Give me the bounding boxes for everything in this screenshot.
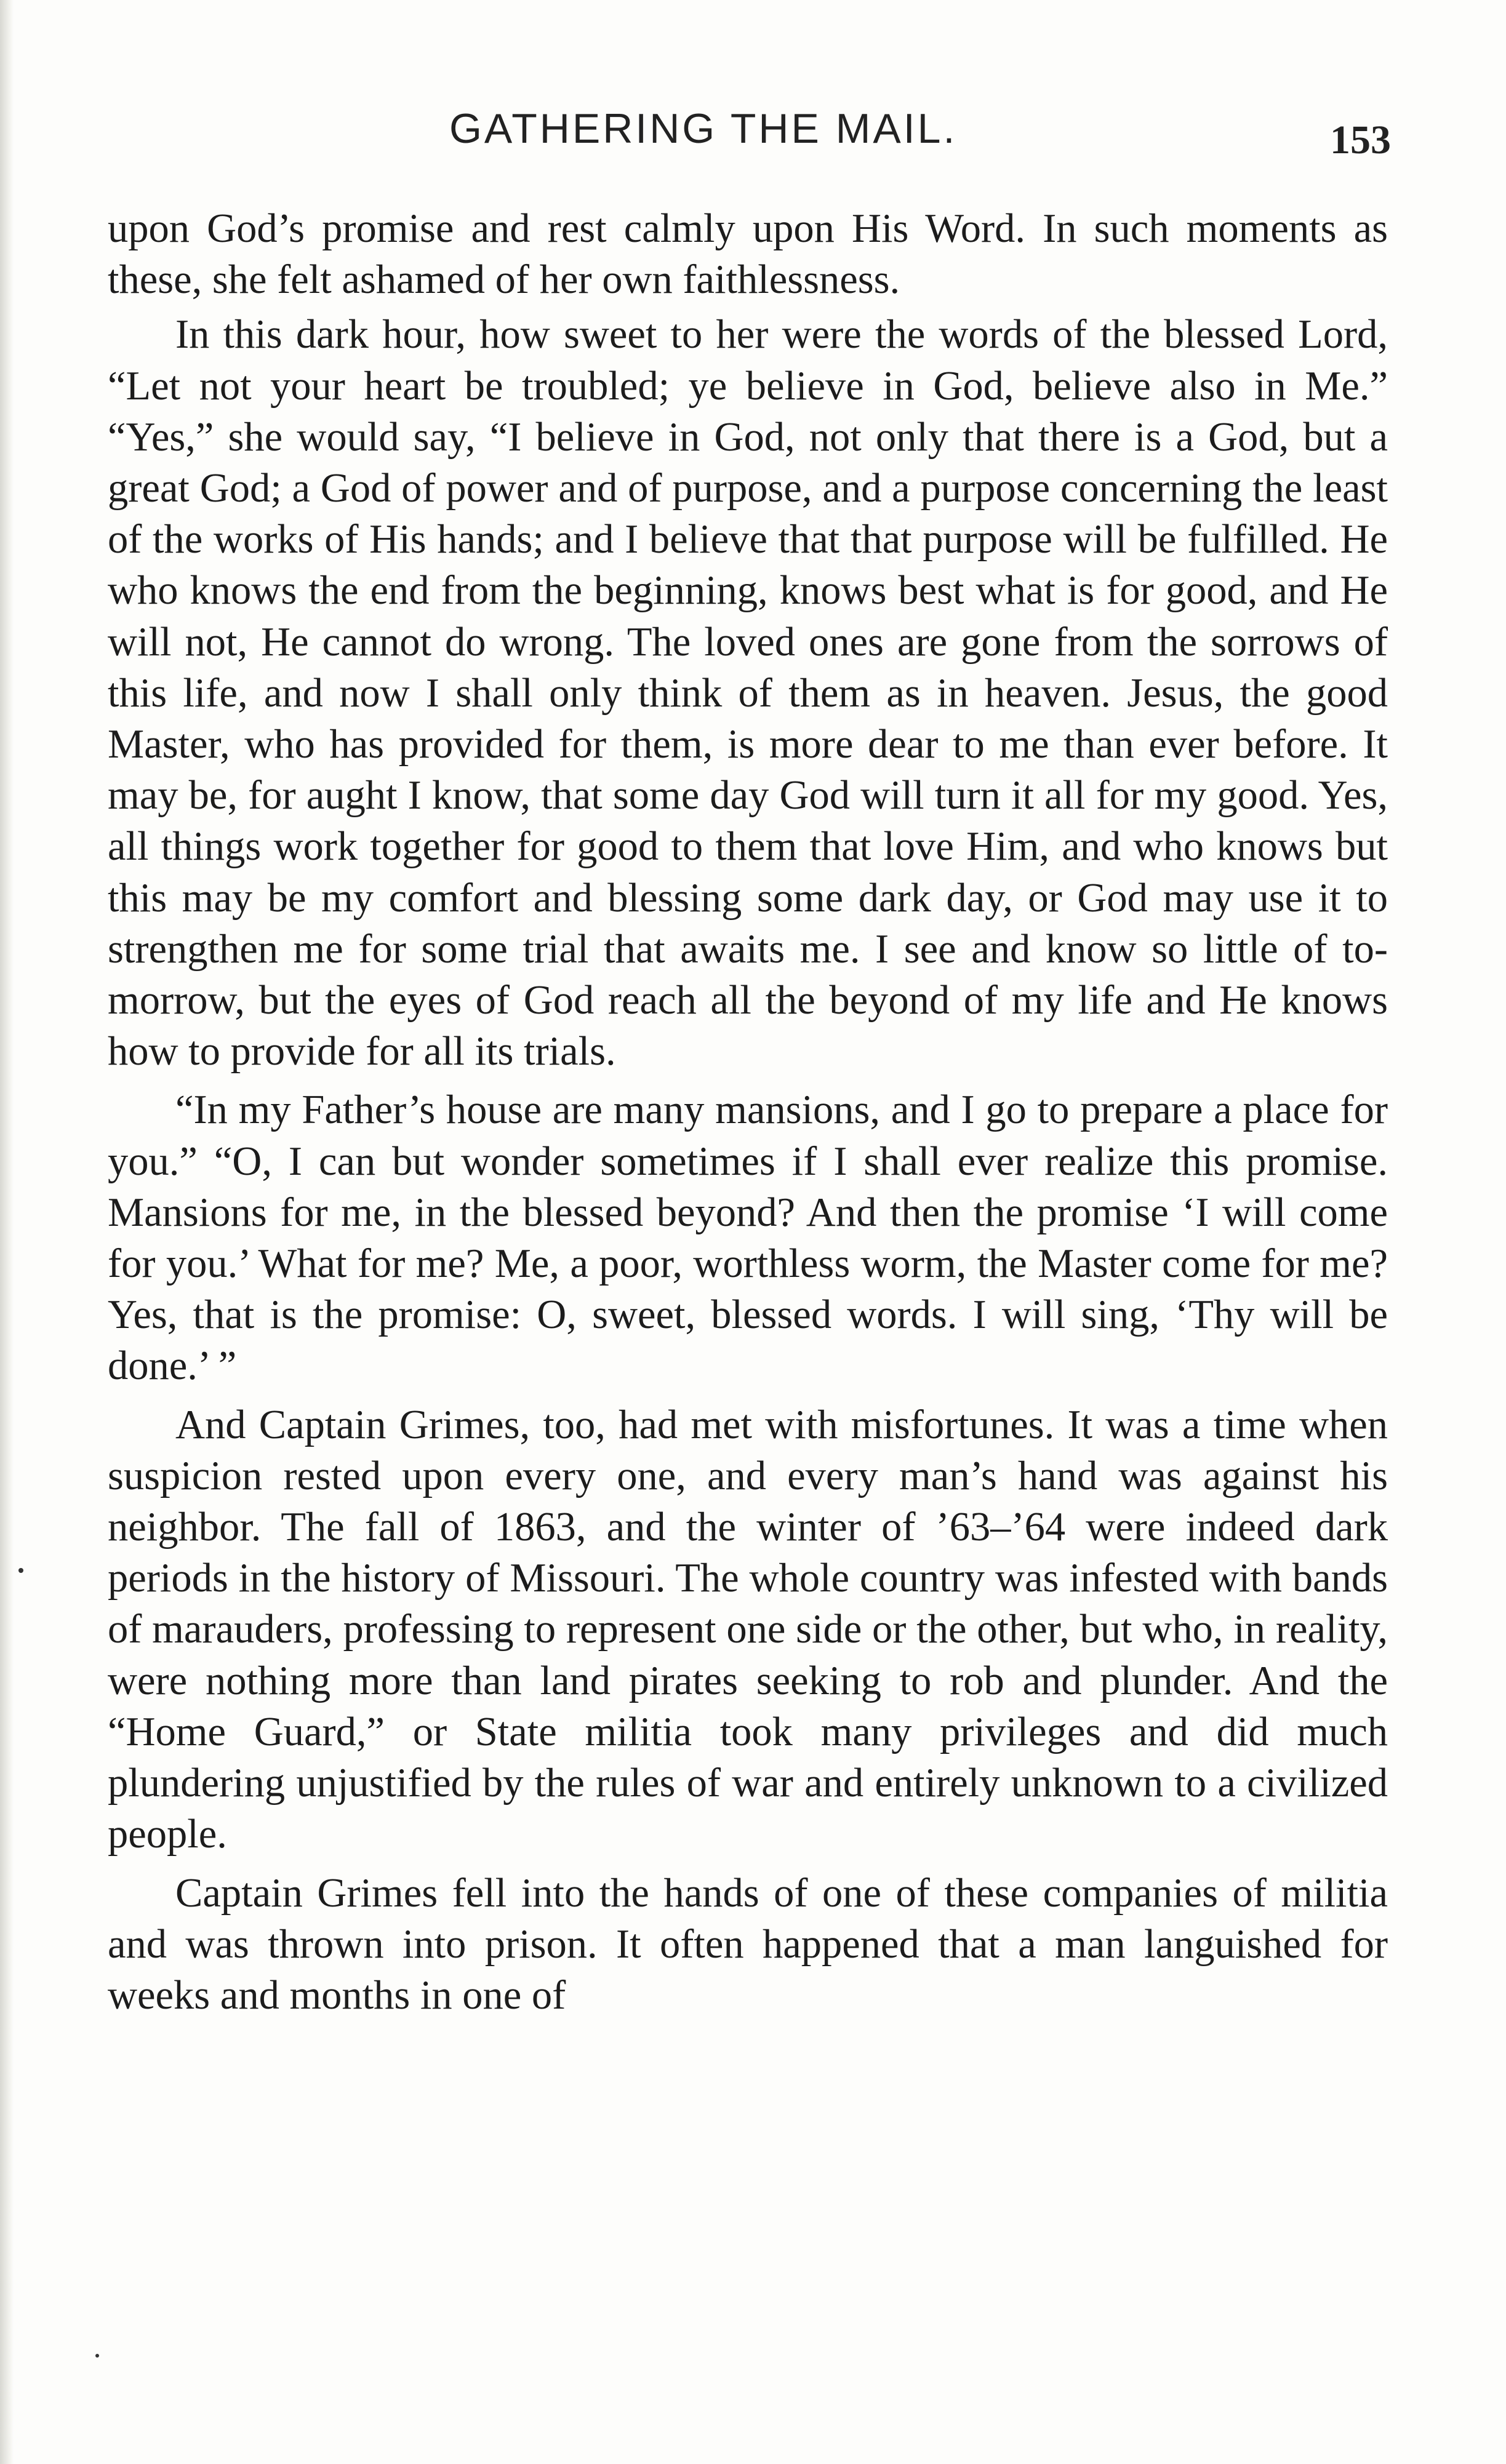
page-number: 153 — [1330, 118, 1391, 162]
print-speck — [95, 2354, 99, 2358]
paragraph-5: Captain Grimes fell into the hands of one of these companies of militia and was thrown into prison. It often happened that a man languished for weeks and months in one of — [108, 1870, 1388, 2018]
paragraph-3: “In my Father’s house are many mansions, and I go to prepare a place for you.” “O, I can but wonder sometimes if I shall ever realize this promise. Mansions for me, in the blessed beyond? And then the promise ‘I will come for you.’ What for me? Me, a poor, worthless worm, the Master come for me? Yes, that is the promise: O, sweet, blessed words. I will sing, ‘Thy will be done.’ ” — [108, 1087, 1388, 1389]
page-edge-shadow — [0, 0, 14, 2464]
paragraph-2: In this dark hour, how sweet to her were the words of the blessed Lord, “Let not your heart be troubled; ye believe in God, believe also in Me.” “Yes,” she would say, “I believe in God, not only that there is a God, but a great God; a God of power and of purpose, and a purpose concerning the least of the works of His hands; and I believe that that purpose will be fulfilled. He who knows the end from the beginning, knows best what is for good, and He will not, He cannot do wrong. The loved ones are gone from the sorrows of this life, and now I shall only think of them as in heaven. Jesus, the good Master, who has provided for them, is more dear to me than ever before. It may be, for aught I know, that some day God will turn it all for my good. Yes, all things work together for good to them that love Him, and who knows but this may be my comfort and blessing some dark day, or God may use it to strengthen me for some trial that awaits me. I see and know so little of to-morrow, but the eyes of God reach all the beyond of my life and He knows how to provide for all its trials. — [108, 312, 1388, 1074]
print-speck — [18, 1568, 23, 1573]
running-head: GATHERING THE MAIL. — [449, 105, 958, 152]
paragraph-4: And Captain Grimes, too, had met with misfortunes. It was a time when suspicion rested upon every one, and every man’s hand was against his neighbor. The fall of 1863, and the winter of ’63–’64 were indeed dark periods in the history of Missouri. The whole country was infested with bands of marauders, professing to represent one side or the other, but who, in reality, were nothing more than land pirates seeking to rob and plunder. And the “Home Guard,” or State militia took many privileges and did much plundering unjustified by the rules of war and entirely unknown to a civilized people. — [108, 1402, 1388, 1857]
paragraph-1: upon God’s promise and rest calmly upon His Word. In such moments as these, she felt ashamed of her own faithlessness. — [108, 206, 1388, 303]
page-header — [123, 105, 1391, 172]
body-text — [108, 203, 1388, 2021]
